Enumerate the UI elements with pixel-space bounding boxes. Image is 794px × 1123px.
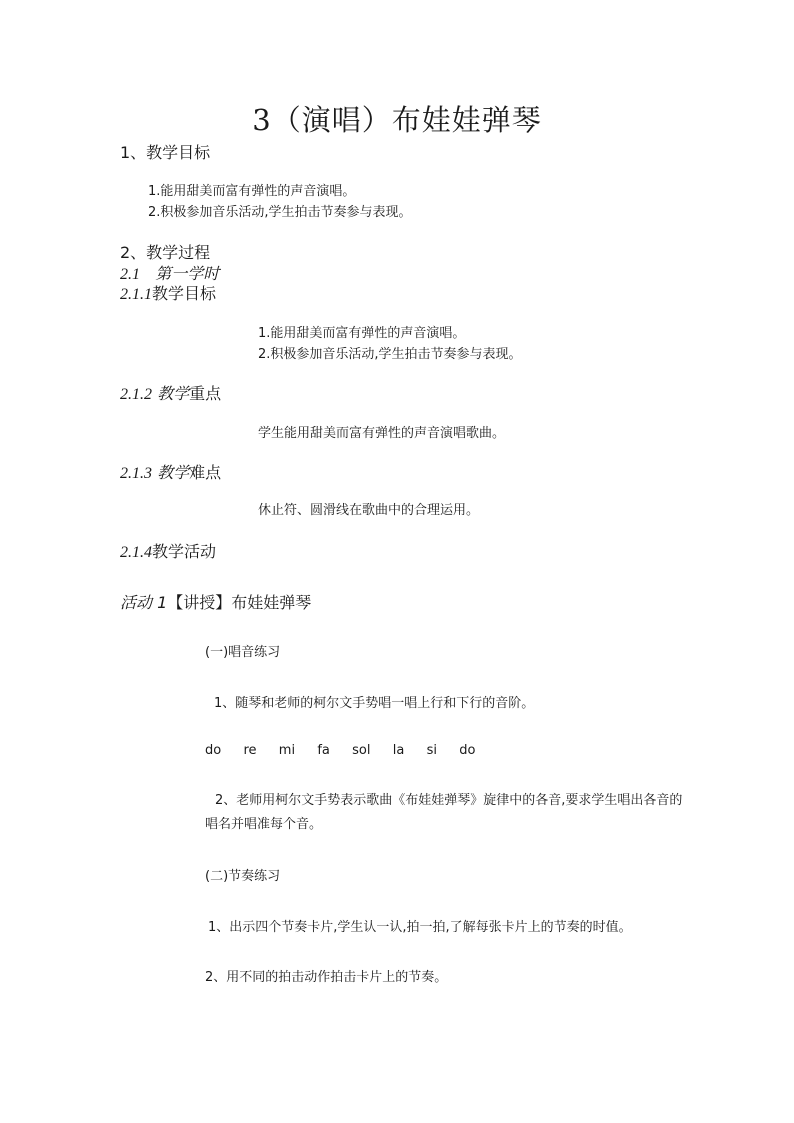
part2-item-1: 1、出示四个节奏卡片,学生认一认,拍一拍,了解每张卡片上的节奏的时值。 [208, 920, 632, 935]
key-text: 学生能用甜美而富有弹性的声音演唱歌曲。 [258, 426, 506, 441]
section1-heading: 1、教学目标 [120, 143, 211, 162]
key-number: 2.1.2 [120, 386, 152, 403]
difficulty-label: 难点 [189, 463, 222, 482]
part2-title: (二)节奏练习 [205, 869, 281, 884]
difficulty-text: 休止符、圆滑线在歌曲中的合理运用。 [258, 503, 480, 518]
goals-item-2: 2.积极参加音乐活动,学生拍击节奏参与表现。 [258, 347, 522, 362]
goals-heading [120, 281, 216, 304]
goals-label: 教学目标 [152, 284, 217, 303]
difficulty-heading [120, 460, 221, 483]
activities-heading [120, 539, 216, 562]
key-label: 重点 [189, 384, 222, 403]
difficulty-number: 2.1.3 [120, 465, 152, 482]
goals-number: 2.1.1 [120, 286, 152, 303]
activities-number: 2.1.4 [120, 544, 152, 561]
activity1-label-italic: 活动 1 [120, 593, 168, 612]
activity1-label: 【讲授】布娃娃弹琴 [167, 593, 312, 612]
difficulty-label-italic: 教学 [157, 463, 190, 482]
activity1-heading [120, 590, 311, 613]
part1-title: (一)唱音练习 [205, 645, 281, 660]
activities-label: 教学活动 [152, 542, 217, 561]
solfege-line: do re mi fa sol la si do [205, 743, 476, 758]
goals-item-1: 1.能用甜美而富有弹性的声音演唱。 [258, 326, 466, 341]
section1-item-2: 2.积极参加音乐活动,学生拍击节奏参与表现。 [148, 205, 412, 220]
part1-item-1: 1、随琴和老师的柯尔文手势唱一唱上行和下行的音阶。 [214, 696, 535, 711]
section1-item-1: 1.能用甜美而富有弹性的声音演唱。 [148, 184, 356, 199]
page-title: 3（演唱）布娃娃弹琴 [252, 103, 542, 137]
key-label-italic: 教学 [157, 384, 190, 403]
section2-heading: 2、教学过程 [120, 243, 211, 262]
part2-item-2: 2、用不同的拍击动作拍击卡片上的节奏。 [205, 970, 448, 985]
part1-item-2: 2、老师用柯尔文手势表示歌曲《布娃娃弹琴》旋律中的各音,要求学生唱出各音的唱名并唱准每个音。 [205, 793, 683, 832]
subsection-number: 2.1 [120, 266, 140, 283]
key-heading [120, 381, 221, 404]
subsection-label: 第一学时 [155, 264, 220, 283]
